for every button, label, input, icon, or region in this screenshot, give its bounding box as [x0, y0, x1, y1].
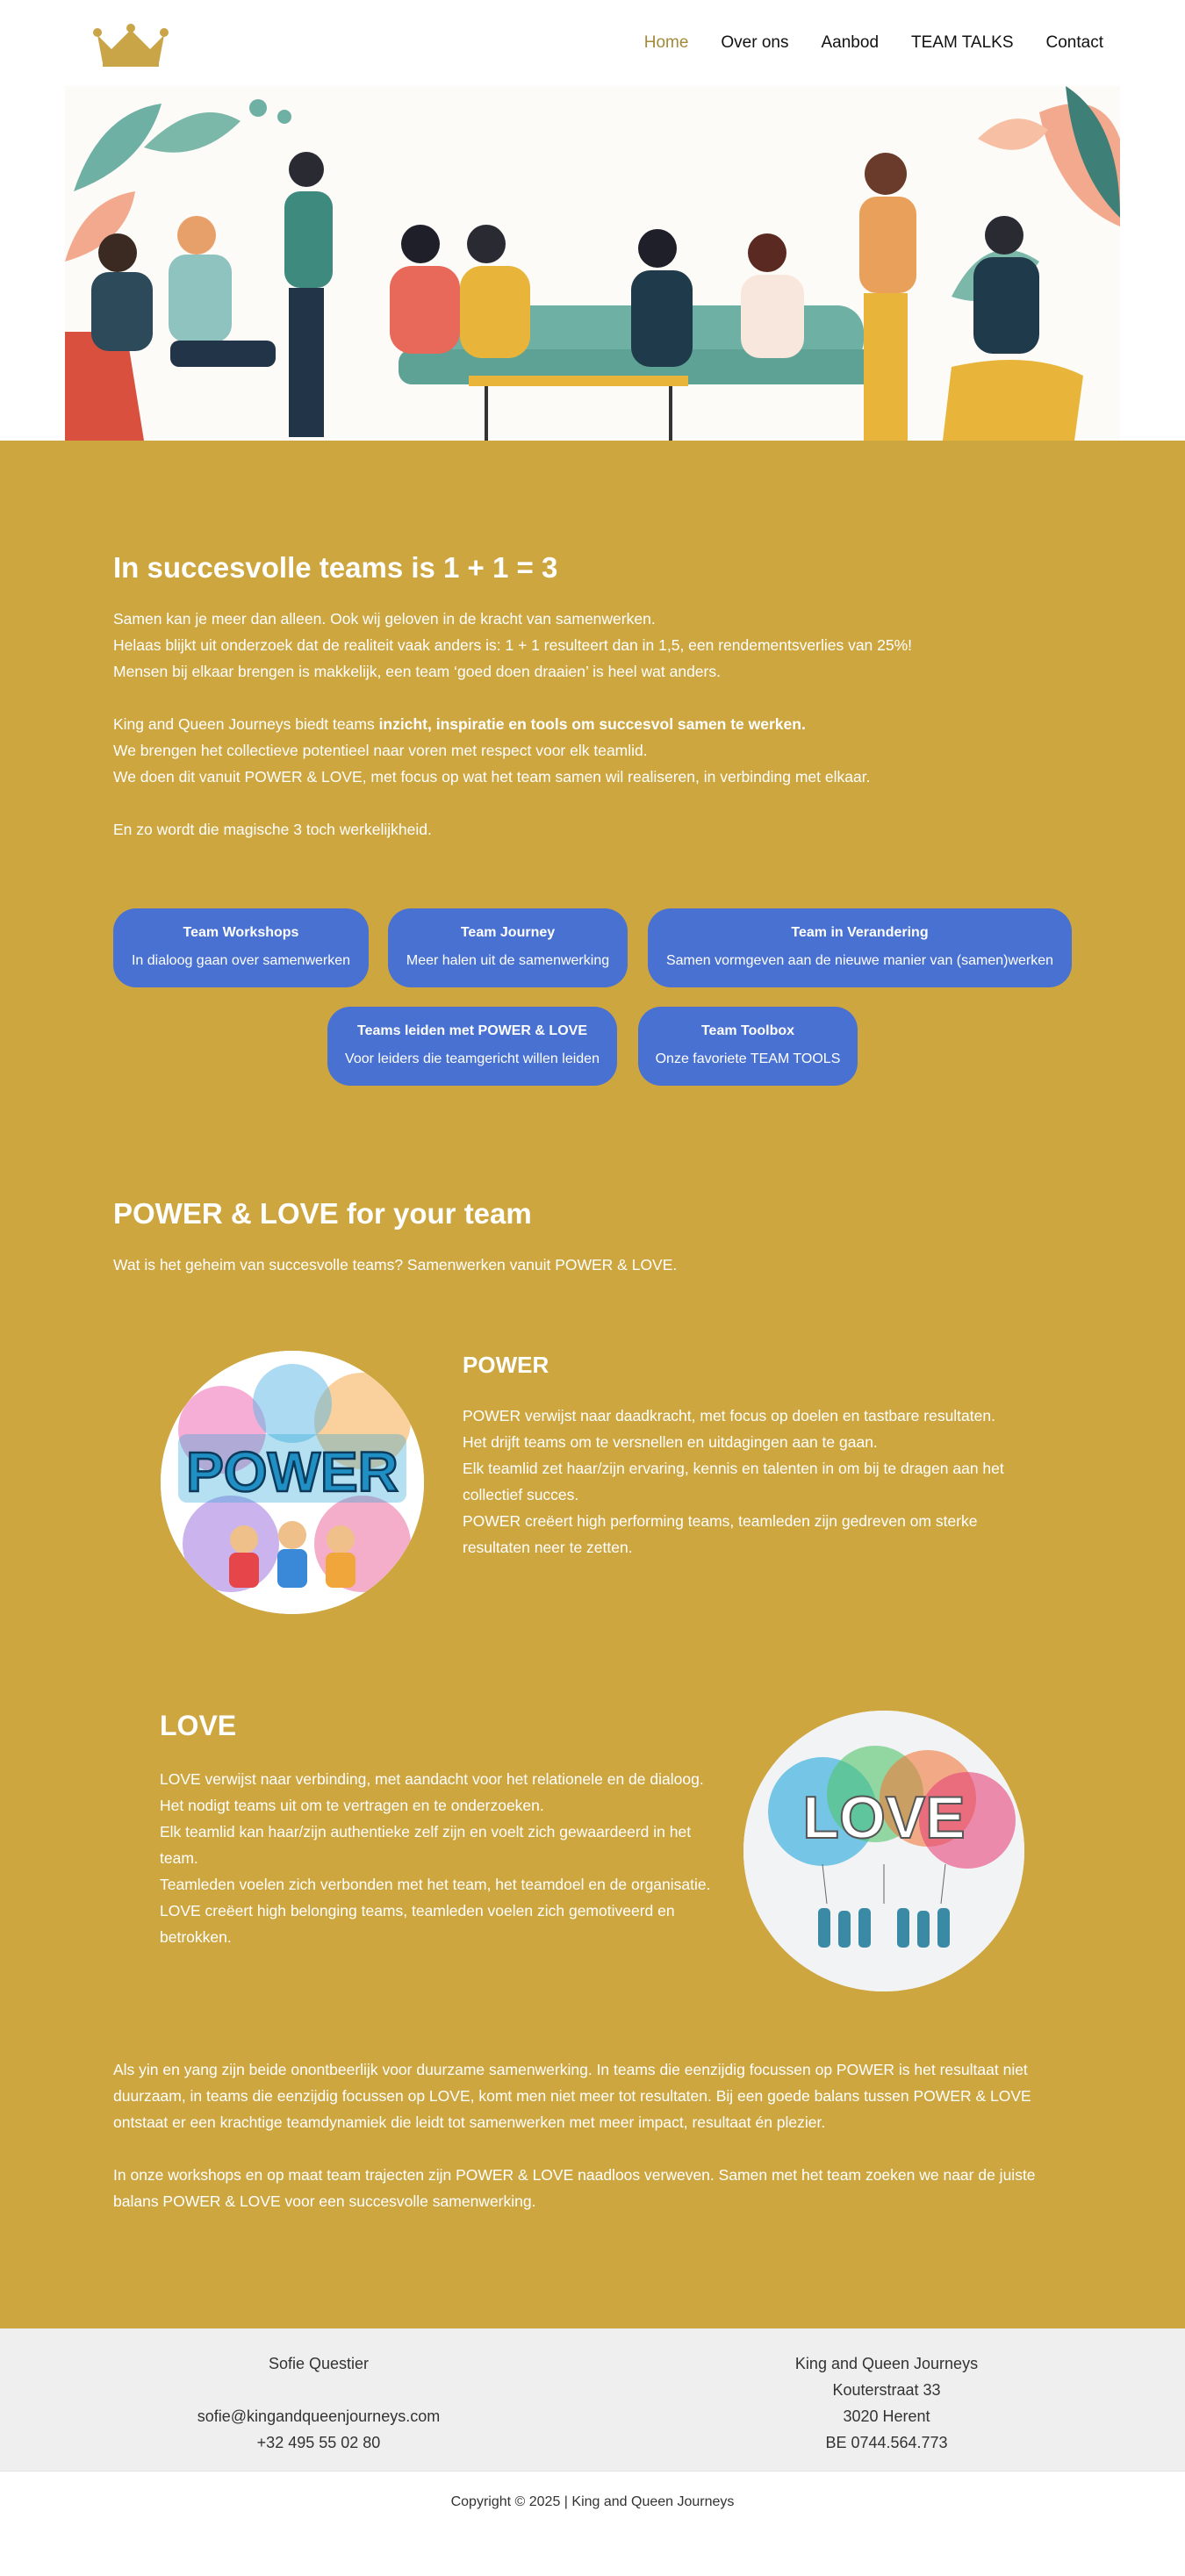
nav-contact[interactable]: Contact: [1045, 33, 1103, 52]
footer-phone[interactable]: +32 495 55 02 80: [256, 2434, 381, 2451]
site-footer: [0, 2328, 1185, 2471]
intro-line: We brengen het collectieve potentieel naar voren met respect voor elk teamlid.: [113, 742, 648, 759]
footer-company: [711, 2350, 1062, 2456]
footer-vat: BE 0744.564.773: [825, 2434, 948, 2451]
love-image-lettering: LOVE: [802, 1784, 966, 1851]
nav-over-ons[interactable]: Over ons: [721, 33, 789, 52]
footer-city: 3020 Herent: [843, 2407, 930, 2425]
offer-teams-leiden-button[interactable]: Teams leiden met POWER & LOVE Voor leiders die teamgericht willen leiden: [327, 1007, 617, 1086]
footer-name: Sofie Questier: [268, 2355, 370, 2372]
love-image: [743, 1711, 1024, 1991]
offer-team-toolbox-button[interactable]: Team Toolbox Onze favoriete TEAM TOOLS: [638, 1007, 858, 1086]
power-image-lettering: POWER: [186, 1440, 399, 1503]
intro-line: En zo wordt die magische 3 toch werkelijkheid.: [113, 821, 432, 838]
offer-team-in-verandering-button[interactable]: Team in Verandering Samen vormgeven aan de nieuwe manier van (samen)werken: [648, 908, 1072, 987]
intro-line: Samen kan je meer dan alleen. Ook wij geloven in de kracht van samenwerken.: [113, 610, 656, 628]
footer-company-name: King and Queen Journeys: [794, 2355, 979, 2372]
intro-line: Mensen bij elkaar brengen is makkelijk, een team ‘goed doen draaien’ is heel wat anders.: [113, 663, 721, 680]
footer-contact: [143, 2350, 494, 2456]
love-text: LOVE verwijst naar verbinding, met aandacht voor het relationele en de dialoog. Het nodigt teams uit om te vertragen en te onderzoeken. Elk teamlid kan haar/zijn authentieke zelf zijn en voelt zich gewaardeerd in het team. Teamleden voelen zich verbonden met het team, het teamdoel en de organisatie. LOVE creëert high belonging teams, teamleden voelen zich gemotiveerd en betrokken.: [160, 1770, 711, 1946]
intro-line: Helaas blijkt uit onderzoek dat de realiteit vaak anders is: 1 + 1 resulteert dan in 1,5, een rendementsverlies van 25%!: [113, 636, 913, 654]
power-heading: POWER: [463, 1352, 549, 1378]
outro-text: Als yin en yang zijn beide onontbeerlijk voor duurzame samenwerking. In teams die eenzijdig focussen op POWER is het resultaat niet duurzaam, in teams die eenzijdig focussen op LOVE, komt men niet meer tot resultaten. Bij een goede balans tussen POWER & LOVE ontstaat er een krachtige teamdynamiek die leidt tot samenwerken met meer impact, resultaat én plezier. In onze workshops en op maat team trajecten zijn POWER & LOVE naadloos verweven. Samen met het team zoeken we naar de juiste balans POWER & LOVE voor een succesvolle samenwerking.: [113, 2061, 1036, 2210]
footer-street: Kouterstraat 33: [832, 2381, 941, 2399]
power-text: POWER verwijst naar daadkracht, met focus op doelen en tastbare resultaten. Het drijft teams om te versnellen en uitdagingen aan te gaan. Elk teamlid zet haar/zijn ervaring, kennis en talenten in om bij te dragen aan het collectief succes. POWER creëert high performing teams, teamleden zijn gedreven om sterke resultaten neer te zetten.: [463, 1407, 1004, 1556]
offer-team-workshops-button[interactable]: Team Workshops In dialoog gaan over samenwerken: [113, 908, 369, 987]
intro-heading: In succesvolle teams is 1 + 1 = 3: [113, 551, 558, 584]
intro-line: We doen dit vanuit POWER & LOVE, met focus op wat het team samen wil realiseren, in verbinding met elkaar.: [113, 768, 871, 786]
site-header: [0, 0, 1185, 88]
nav-home[interactable]: Home: [643, 33, 689, 52]
nav-team-talks[interactable]: TEAM TALKS: [911, 33, 1014, 52]
offer-team-journey-button[interactable]: Team Journey Meer halen uit de samenwerking: [388, 908, 628, 987]
intro-text: [113, 606, 1079, 843]
crown-logo-icon[interactable]: [92, 23, 169, 68]
intro-line: King and Queen Journeys biedt teams inzicht, inspiratie en tools om succesvol samen te werken.: [113, 715, 806, 733]
copyright-bar: [0, 2471, 1185, 2576]
copyright-text: Copyright © 2025 | King and Queen Journeys: [450, 2494, 735, 2509]
power-love-subtitle: Wat is het geheim van succesvolle teams? Samenwerken vanuit POWER & LOVE.: [113, 1256, 678, 1274]
nav-aanbod[interactable]: Aanbod: [821, 33, 880, 52]
love-heading: LOVE: [160, 1710, 237, 1741]
intro-emphasis: inzicht, inspiratie en tools om succesvol samen te werken.: [378, 715, 806, 733]
power-image: [161, 1351, 424, 1614]
main-content: [0, 441, 1185, 2328]
power-love-heading: POWER & LOVE for your team: [113, 1197, 532, 1230]
hero-illustration: [65, 86, 1120, 441]
footer-email-link[interactable]: sofie@kingandqueenjourneys.com: [197, 2407, 441, 2425]
main-nav: [644, 32, 1103, 54]
team-illustration-image: [65, 86, 1120, 441]
